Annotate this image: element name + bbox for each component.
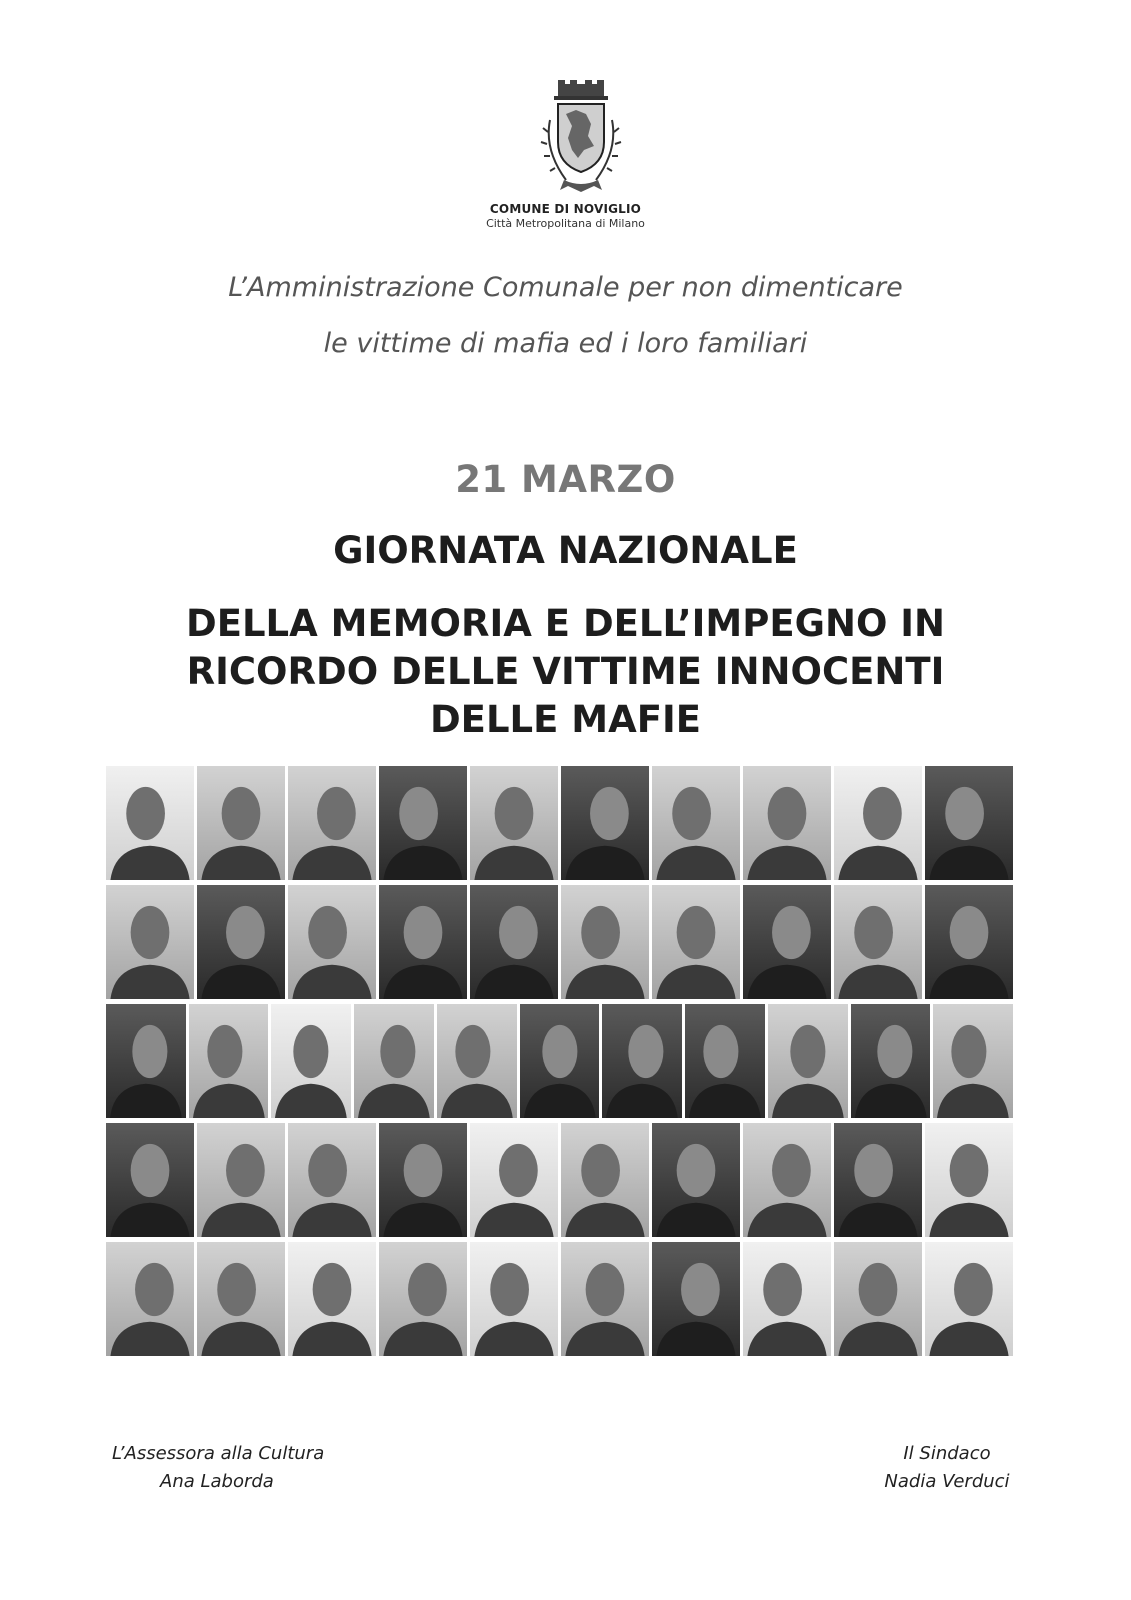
event-date: 21 MARZO (455, 458, 676, 501)
portrait-photo (851, 1004, 931, 1118)
portrait-photo (379, 1242, 467, 1356)
portrait-photo (925, 885, 1013, 999)
portrait-photo (379, 1123, 467, 1237)
photo-row (106, 1123, 1013, 1237)
portrait-photo (288, 1123, 376, 1237)
comune-subtitle: Città Metropolitana di Milano (486, 217, 645, 230)
title-line-3: RICORDO DELLE VITTIME INNOCENTI (186, 650, 945, 693)
portrait-photo (652, 1242, 740, 1356)
portrait-photo (602, 1004, 682, 1118)
title-block (0, 600, 1131, 744)
portrait-photo (834, 1242, 922, 1356)
portrait-photo (834, 766, 922, 880)
portrait-photo (197, 766, 285, 880)
portrait-photo (470, 885, 558, 999)
portrait-photo (925, 1123, 1013, 1237)
signature-sindaco (862, 1440, 1032, 1496)
portrait-photo (520, 1004, 600, 1118)
assessora-name: Ana Laborda (160, 1471, 274, 1492)
portrait-photo (354, 1004, 434, 1118)
title-line-4: DELLE MAFIE (429, 698, 702, 741)
photo-row (106, 1242, 1013, 1356)
portrait-photo (437, 1004, 517, 1118)
portrait-photo (288, 885, 376, 999)
title-line-1: GIORNATA NAZIONALE (333, 529, 798, 572)
sindaco-role: Il Sindaco (903, 1443, 991, 1464)
portrait-photo (470, 766, 558, 880)
portrait-photo (561, 766, 649, 880)
portrait-photo (106, 885, 194, 999)
comune-name: COMUNE DI NOVIGLIO (489, 202, 642, 216)
portrait-photo (106, 1242, 194, 1356)
intro-line-2: le vittime di mafia ed i loro familiari (323, 328, 808, 359)
portrait-photo (743, 1123, 831, 1237)
portrait-photo (189, 1004, 269, 1118)
title-line-2: DELLA MEMORIA E DELL’IMPEGNO IN (185, 602, 946, 645)
portrait-photo (470, 1123, 558, 1237)
intro-line-1: L’Amministrazione Comunale per non dimenticare (228, 272, 903, 303)
portrait-photo (271, 1004, 351, 1118)
portrait-photo (768, 1004, 848, 1118)
portrait-photo (685, 1004, 765, 1118)
portrait-photo (106, 1123, 194, 1237)
portrait-photo (834, 885, 922, 999)
photo-row (106, 885, 1013, 999)
portrait-photo (379, 766, 467, 880)
portrait-photo (288, 1242, 376, 1356)
portrait-photo (834, 1123, 922, 1237)
portrait-photo (288, 766, 376, 880)
portrait-photo (743, 1242, 831, 1356)
portrait-photo (743, 766, 831, 880)
portrait-photo (470, 1242, 558, 1356)
portrait-photo (652, 885, 740, 999)
portrait-photo (561, 885, 649, 999)
portrait-photo (925, 1242, 1013, 1356)
victims-photo-collage (106, 766, 1013, 1358)
portrait-photo (106, 766, 194, 880)
portrait-photo (933, 1004, 1013, 1118)
assessora-role: L’Assessora alla Cultura (112, 1443, 325, 1464)
signature-assessora (112, 1440, 372, 1496)
portrait-photo (561, 1123, 649, 1237)
portrait-photo (652, 1123, 740, 1237)
portrait-photo (379, 885, 467, 999)
photo-row (106, 1004, 1013, 1118)
comune-crest (536, 80, 626, 200)
portrait-photo (197, 1242, 285, 1356)
portrait-photo (743, 885, 831, 999)
portrait-photo (197, 1123, 285, 1237)
portrait-photo (106, 1004, 186, 1118)
photo-row (106, 766, 1013, 880)
portrait-photo (561, 1242, 649, 1356)
portrait-photo (197, 885, 285, 999)
sindaco-name: Nadia Verduci (884, 1471, 1010, 1492)
portrait-photo (925, 766, 1013, 880)
portrait-photo (652, 766, 740, 880)
